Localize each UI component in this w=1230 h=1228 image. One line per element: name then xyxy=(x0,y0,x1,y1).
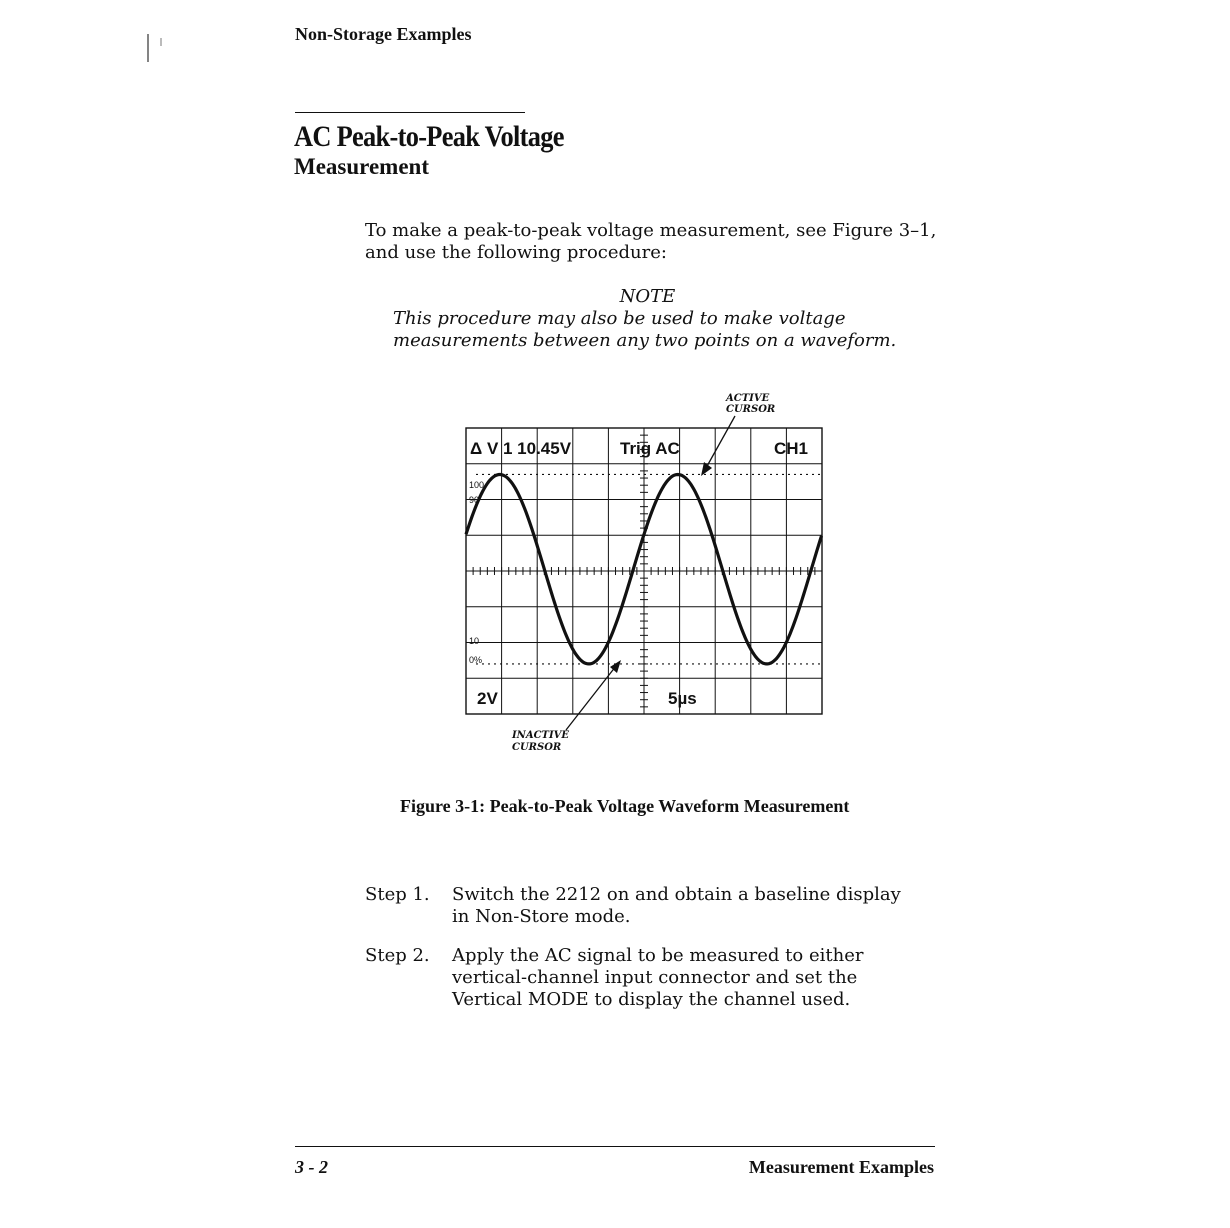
active-cursor-label-1: ACTIVE xyxy=(726,393,770,404)
inactive-cursor-label-2: CURSOR xyxy=(512,742,562,753)
margin-marks xyxy=(146,34,166,64)
readout-channel-value: 1 10.45V xyxy=(503,439,572,458)
graticule-grid xyxy=(466,428,822,714)
level-label-100: 100 xyxy=(469,480,485,490)
level-label-90: 90 xyxy=(469,495,480,505)
running-header: Non-Storage Examples xyxy=(295,24,472,44)
step-2-text: Apply the AC signal to be measured to either vertical-channel input connector and set the Vertical MODE to display the channel used. xyxy=(452,945,864,1010)
figure-caption: Figure 3-1: Peak-to-Peak Voltage Waveform Measurement xyxy=(400,796,850,816)
readout-volts-div: 2V xyxy=(477,689,498,708)
section-title: AC Peak-to-Peak Voltage xyxy=(294,120,564,153)
step-1-text: Switch the 2212 on and obtain a baseline display in Non-Store mode. xyxy=(452,884,901,927)
readout-channel: CH1 xyxy=(774,439,809,458)
active-cursor-arrow xyxy=(701,416,735,476)
inactive-cursor-label-1: INACTIVE xyxy=(512,730,570,741)
section-subtitle: Measurement xyxy=(294,154,429,179)
readout-delta-v: Δ V xyxy=(470,439,499,458)
active-cursor-label-2: CURSOR xyxy=(726,404,776,415)
level-label-10: 10 xyxy=(469,636,480,646)
level-label-0: 0% xyxy=(469,655,483,665)
oscilloscope-figure xyxy=(440,380,860,760)
inactive-cursor-arrow xyxy=(566,660,621,730)
title-rule xyxy=(295,112,525,113)
footer-title: Measurement Examples xyxy=(748,1157,934,1177)
readout-time-div: 5µs xyxy=(668,689,697,708)
readout-trigger: Trig AC xyxy=(620,439,680,458)
step-2-label: Step 2. xyxy=(365,945,430,966)
note-body: This procedure may also be used to make voltage measurements between any two points on a waveform. xyxy=(393,308,897,351)
footer-rule xyxy=(295,1146,935,1147)
page-number: 3 - 2 xyxy=(295,1157,328,1177)
note-heading: NOTE xyxy=(619,286,676,307)
intro-paragraph: To make a peak-to-peak voltage measurement, see Figure 3–1, and use the following procedure: xyxy=(365,220,937,263)
step-1-label: Step 1. xyxy=(365,884,430,905)
